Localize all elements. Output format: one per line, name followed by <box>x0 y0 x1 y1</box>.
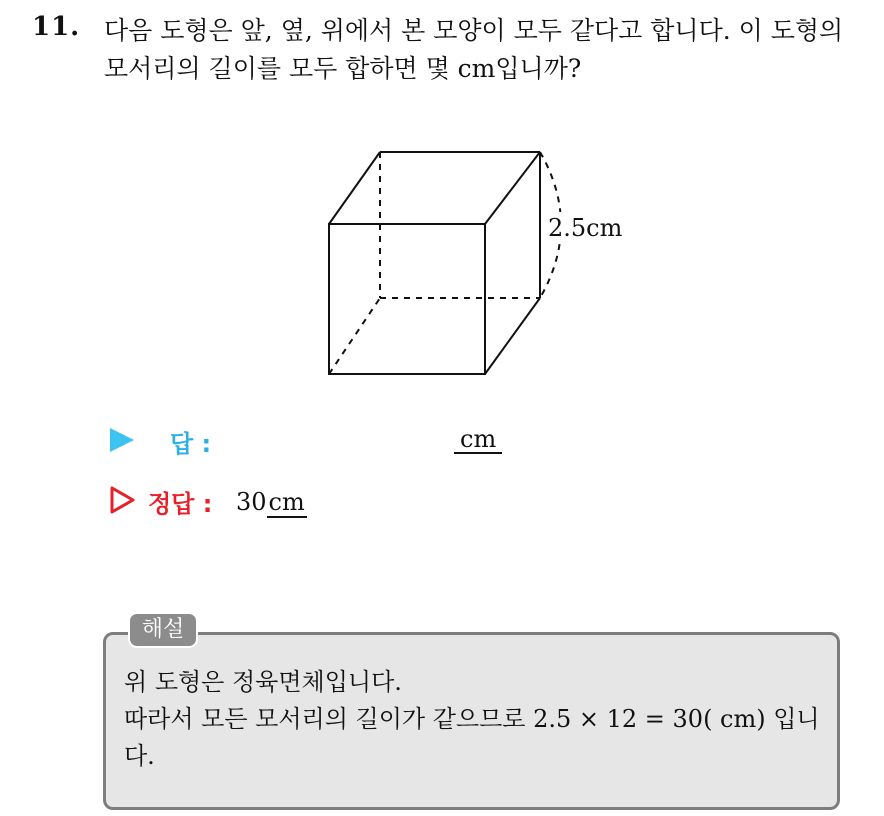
cube-edge <box>485 298 540 374</box>
correct-answer-label: 정답 : <box>148 490 213 518</box>
cube-edge <box>329 152 380 224</box>
correct-answer-unit: cm <box>268 488 305 516</box>
explanation-tag: 해설 <box>128 612 198 648</box>
explanation-line-3: 다. <box>124 742 155 770</box>
answer-row <box>110 424 530 458</box>
cube-drawing <box>300 140 660 390</box>
play-triangle-icon <box>110 428 134 452</box>
edge-length-label: 2.5cm <box>548 214 623 242</box>
correct-answer-value-group <box>236 488 307 516</box>
correct-answer-row <box>110 484 530 518</box>
question-line-1: 다음 도형은 앞, 옆, 위에서 본 모양이 모두 같다고 합니다. 이 도형의 <box>104 16 844 45</box>
question-line-2: 모서리의 길이를 모두 합하면 몇 cm입니까? <box>104 54 582 83</box>
explanation-text <box>124 664 834 775</box>
cube-hidden-edge <box>329 298 380 374</box>
question-number: 11. <box>32 12 81 42</box>
cube-edge <box>485 152 540 224</box>
explanation-line-2: 따라서 모든 모서리의 길이가 같으므로 2.5 × 12 = 30( cm) 입니 <box>124 705 820 733</box>
answer-unit: cm <box>454 426 502 454</box>
question-text <box>104 12 874 88</box>
outline-triangle-icon <box>110 486 136 514</box>
cube-figure <box>300 140 660 390</box>
answer-label: 답 : <box>170 430 212 458</box>
correct-answer-value: 30 <box>236 488 267 516</box>
explanation-line-1: 위 도형은 정육면체입니다. <box>124 668 402 696</box>
